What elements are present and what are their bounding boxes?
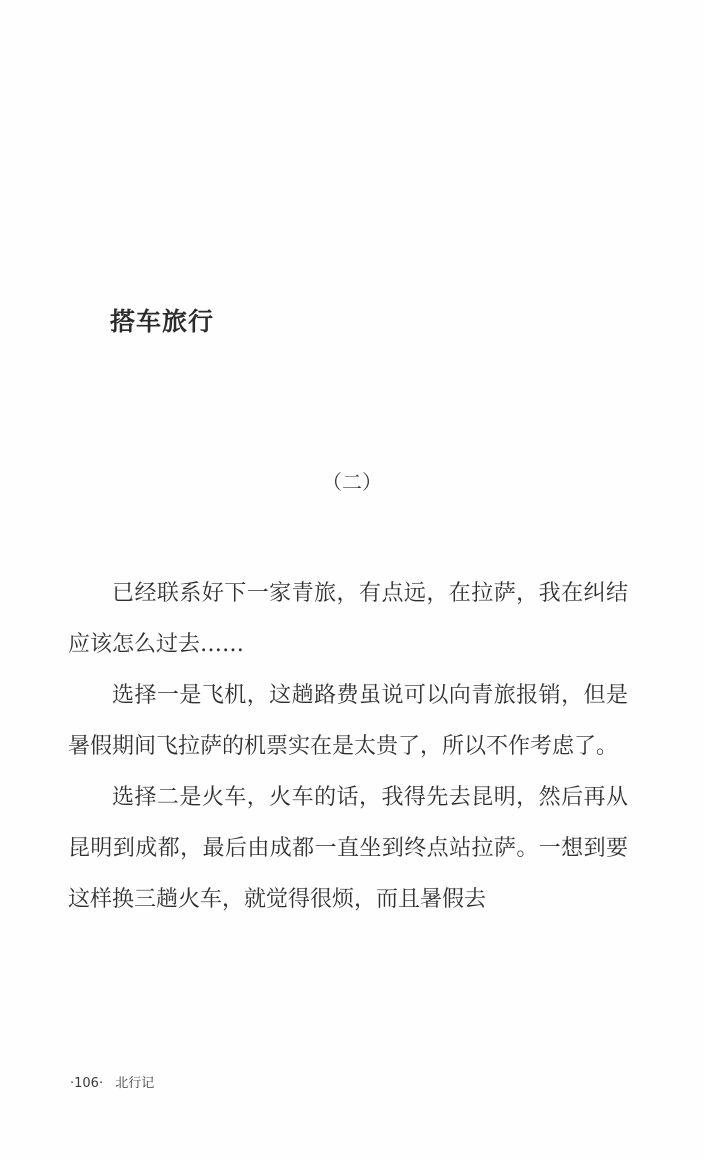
- section-number: （二）: [322, 470, 382, 494]
- running-title: 北行记: [115, 1076, 155, 1091]
- chapter-title: 搭车旅行: [110, 307, 215, 336]
- paragraph-1: 已经联系好下一家青旅，有点远，在拉萨，我在纠结应该怎么过去……: [68, 581, 628, 657]
- page-number: ·106·: [70, 1076, 104, 1091]
- body-text: [68, 568, 628, 925]
- paragraph-2: 选择一是飞机，这趟路费虽说可以向青旅报销，但是暑假期间飞拉萨的机票实在是太贵了，所以不作考虑了。: [68, 683, 628, 759]
- paragraph-3: 选择二是火车，火车的话，我得先去昆明，然后再从昆明到成都，最后由成都一直坐到终点站拉萨。一想到要这样换三趟火车，就觉得很烦，而且暑假去: [68, 785, 628, 912]
- page-footer: [70, 1072, 154, 1091]
